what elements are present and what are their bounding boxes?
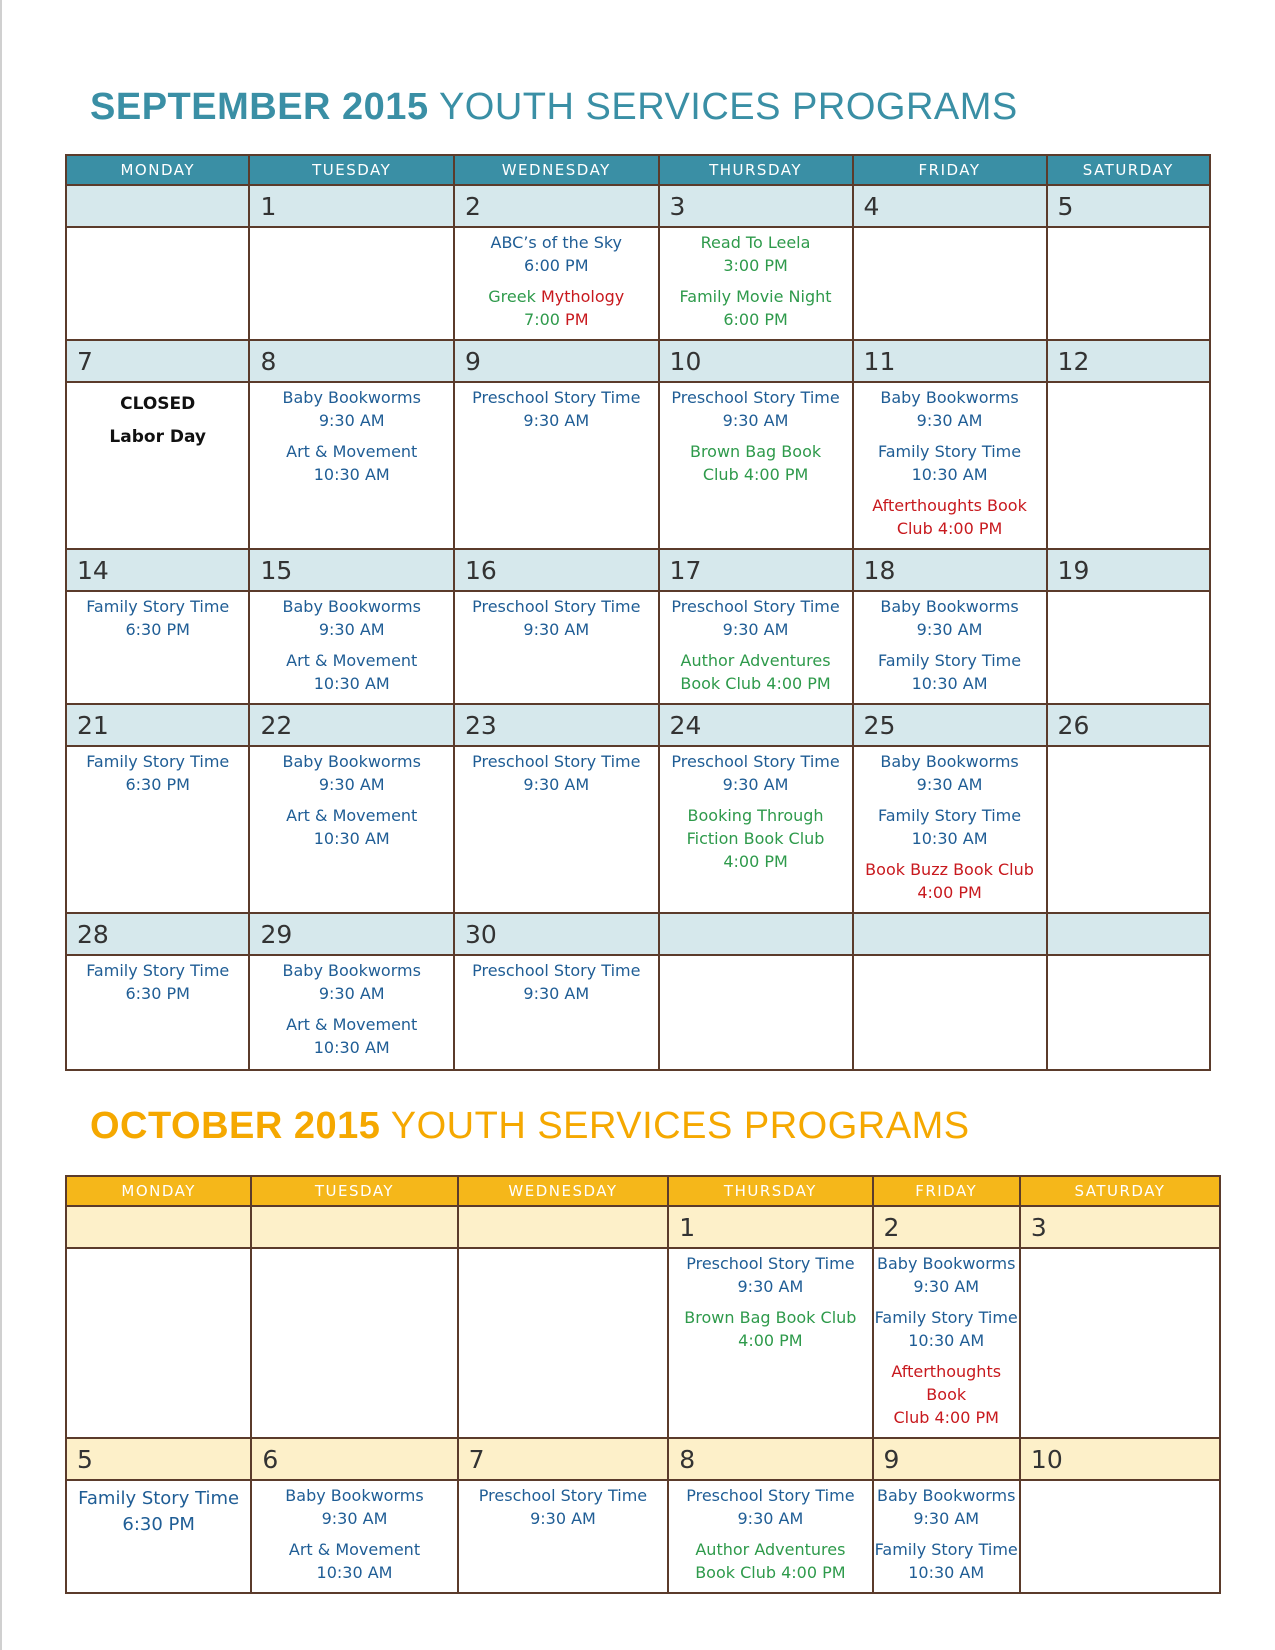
program-time: 10:30 AM — [911, 465, 988, 484]
date-number: 28 — [66, 913, 249, 955]
program-time: 6:30 PM — [125, 775, 190, 794]
date-number: 18 — [853, 549, 1047, 591]
program-name-part: Greek — [488, 287, 541, 306]
program-time: 9:30 AM — [523, 620, 590, 639]
week-events-row — [66, 1248, 1220, 1438]
date-number: 1 — [668, 1206, 872, 1248]
day-cell — [249, 227, 454, 340]
september-day-header-row — [66, 155, 1210, 185]
program-time: 10:30 AM — [316, 1563, 393, 1582]
date-number: 15 — [249, 549, 454, 591]
program-event — [660, 595, 852, 641]
program-time: 9:30 AM — [916, 775, 983, 794]
day-cell — [249, 591, 454, 704]
date-number: 2 — [873, 1206, 1020, 1248]
date-number: 9 — [454, 340, 659, 382]
week-number-row — [66, 704, 1210, 746]
date-number — [1047, 913, 1210, 955]
day-cell — [873, 1480, 1020, 1593]
day-cell — [454, 955, 659, 1070]
program-event — [874, 1360, 1019, 1429]
september-title-month: SEPTEMBER 2015 — [90, 86, 429, 128]
program-name: Family Story Time — [86, 752, 230, 771]
program-event — [660, 231, 852, 277]
day-cell — [454, 746, 659, 913]
day-header-monday: MONDAY — [66, 155, 249, 185]
date-number: 9 — [873, 1438, 1020, 1480]
program-name: Baby Bookworms — [282, 961, 421, 980]
program-event — [874, 1252, 1019, 1298]
program-name: Baby Bookworms — [285, 1486, 424, 1505]
program-event — [660, 285, 852, 331]
date-number: 12 — [1047, 340, 1210, 382]
program-name: Brown Bag Book Club — [684, 1308, 857, 1327]
day-cell — [853, 382, 1047, 549]
program-time: Club 4:00 PM — [893, 1408, 999, 1427]
program-name: Preschool Story Time — [671, 388, 840, 407]
program-time: 4:00 PM — [738, 1331, 803, 1350]
program-time: 9:30 AM — [318, 620, 385, 639]
program-name: Preschool Story Time — [472, 597, 641, 616]
program-event — [250, 386, 453, 432]
program-event — [455, 750, 658, 796]
closed-notice — [67, 386, 248, 454]
program-name: Baby Bookworms — [282, 752, 421, 771]
september-title-rest: YOUTH SERVICES PROGRAMS — [428, 86, 1018, 128]
program-time: 9:30 AM — [318, 411, 385, 430]
date-number: 21 — [66, 704, 249, 746]
program-time: 6:30 PM — [122, 1514, 195, 1535]
program-event — [455, 231, 658, 277]
program-time: 10:30 AM — [313, 465, 390, 484]
program-line: Fiction Book Club — [686, 829, 825, 848]
program-name: Baby Bookworms — [282, 597, 421, 616]
date-number — [458, 1206, 669, 1248]
date-number: 17 — [659, 549, 853, 591]
day-cell — [1047, 382, 1210, 549]
program-name: Family Story Time — [86, 961, 230, 980]
program-event — [874, 1484, 1019, 1530]
day-cell — [1047, 591, 1210, 704]
program-name: Preschool Story Time — [671, 752, 840, 771]
program-name: Baby Bookworms — [880, 597, 1019, 616]
program-time: Book Club 4:00 PM — [680, 674, 831, 693]
program-event — [250, 804, 453, 850]
program-time: 9:30 AM — [523, 984, 590, 1003]
week-events-row — [66, 382, 1210, 549]
october-title-month: OCTOBER 2015 — [90, 1105, 381, 1147]
date-number: 2 — [454, 185, 659, 227]
program-time: 9:30 AM — [722, 775, 789, 794]
program-time: Club 4:00 PM — [702, 465, 809, 484]
date-number: 7 — [66, 340, 249, 382]
program-name: Family Story Time — [878, 442, 1022, 461]
program-event — [669, 1306, 871, 1352]
day-header-monday: MONDAY — [66, 1176, 251, 1206]
program-event — [854, 750, 1046, 796]
program-name: Family Story Time — [874, 1540, 1018, 1559]
program-time — [455, 308, 658, 331]
date-number: 10 — [1020, 1438, 1220, 1480]
program-time: 9:30 AM — [916, 411, 983, 430]
program-name: Family Story Time — [878, 651, 1022, 670]
day-cell — [668, 1480, 872, 1593]
program-name: Baby Bookworms — [282, 388, 421, 407]
program-event — [67, 595, 248, 641]
program-time: 9:30 AM — [523, 775, 590, 794]
week-events-row — [66, 591, 1210, 704]
program-event — [250, 649, 453, 695]
program-event — [67, 1484, 250, 1538]
program-name: Preschool Story Time — [478, 1486, 648, 1505]
program-name: Art & Movement — [286, 651, 418, 670]
week-events-row — [66, 746, 1210, 913]
program-time: 9:30 AM — [530, 1509, 596, 1528]
date-number: 7 — [458, 1438, 669, 1480]
day-cell — [66, 1248, 251, 1438]
date-number: 30 — [454, 913, 659, 955]
page-edge — [0, 0, 2, 1650]
day-cell — [66, 1480, 251, 1593]
program-name: ABC’s of the Sky — [490, 233, 623, 252]
program-time: 9:30 AM — [318, 775, 385, 794]
date-number — [853, 913, 1047, 955]
closed-text: Labor Day — [109, 427, 207, 447]
program-time: 9:30 AM — [722, 620, 789, 639]
program-name: Preschool Story Time — [472, 961, 641, 980]
program-event — [455, 386, 658, 432]
day-header-friday: FRIDAY — [873, 1176, 1020, 1206]
date-number: 3 — [659, 185, 853, 227]
program-name: Art & Movement — [288, 1540, 421, 1559]
week-number-row — [66, 913, 1210, 955]
program-name: Family Story Time — [878, 806, 1022, 825]
program-time: 10:30 AM — [313, 1038, 390, 1057]
day-cell — [66, 591, 249, 704]
day-cell — [251, 1248, 457, 1438]
day-cell — [458, 1248, 669, 1438]
program-time: 9:30 AM — [722, 411, 789, 430]
day-cell — [1020, 1480, 1220, 1593]
september-title — [90, 86, 1018, 129]
program-time: 3:00 PM — [723, 256, 788, 275]
program-event — [854, 595, 1046, 641]
day-cell — [659, 591, 853, 704]
program-name: Preschool Story Time — [686, 1486, 855, 1505]
day-cell — [1047, 227, 1210, 340]
program-time: 9:30 AM — [913, 1509, 980, 1528]
program-name-part: Mythology — [540, 287, 625, 306]
program-name: Afterthoughts Book — [891, 1362, 1002, 1404]
program-name: Preschool Story Time — [686, 1254, 855, 1273]
program-time: 6:00 PM — [723, 310, 788, 329]
day-cell — [1047, 955, 1210, 1070]
program-name: Read To Leela — [700, 233, 811, 252]
day-cell — [249, 382, 454, 549]
october-title — [90, 1105, 970, 1148]
day-cell — [454, 227, 659, 340]
program-event — [455, 285, 658, 331]
program-event — [660, 804, 852, 873]
day-cell — [853, 955, 1047, 1070]
day-cell — [66, 955, 249, 1070]
program-time: 10:30 AM — [911, 829, 988, 848]
program-time: 10:30 AM — [908, 1563, 985, 1582]
program-name: Family Story Time — [78, 1488, 240, 1509]
program-time: 10:30 AM — [313, 674, 390, 693]
program-name: Baby Bookworms — [877, 1486, 1016, 1505]
day-cell — [873, 1248, 1020, 1438]
program-name: Art & Movement — [286, 1015, 418, 1034]
day-cell — [853, 591, 1047, 704]
date-number: 8 — [249, 340, 454, 382]
date-number: 6 — [251, 1438, 457, 1480]
october-day-header-row — [66, 1176, 1220, 1206]
day-cell — [668, 1248, 872, 1438]
date-number — [66, 1206, 251, 1248]
program-event — [854, 494, 1046, 540]
date-number: 14 — [66, 549, 249, 591]
day-header-thursday: THURSDAY — [668, 1176, 872, 1206]
day-cell — [659, 382, 853, 549]
program-event — [455, 595, 658, 641]
program-time: 9:30 AM — [737, 1277, 804, 1296]
date-number: 4 — [853, 185, 1047, 227]
day-header-wednesday: WEDNESDAY — [454, 155, 659, 185]
date-number: 29 — [249, 913, 454, 955]
program-name — [455, 285, 658, 308]
program-name: Family Story Time — [874, 1308, 1018, 1327]
day-cell — [659, 746, 853, 913]
date-number — [251, 1206, 457, 1248]
date-number: 11 — [853, 340, 1047, 382]
program-time: 6:00 PM — [524, 256, 589, 275]
program-event — [660, 386, 852, 432]
program-time: 9:30 AM — [318, 984, 385, 1003]
date-number: 23 — [454, 704, 659, 746]
day-header-friday: FRIDAY — [853, 155, 1047, 185]
program-time: 6:30 PM — [125, 620, 190, 639]
week-number-row — [66, 1438, 1220, 1480]
program-event — [250, 959, 453, 1005]
day-cell — [66, 227, 249, 340]
program-name: Preschool Story Time — [472, 388, 641, 407]
program-time: 10:30 AM — [908, 1331, 985, 1350]
day-cell — [659, 955, 853, 1070]
program-event — [250, 595, 453, 641]
week-events-row — [66, 227, 1210, 340]
program-event — [252, 1484, 456, 1530]
program-time: 4:00 PM — [917, 883, 982, 902]
day-header-saturday: SATURDAY — [1020, 1176, 1220, 1206]
program-time: 9:30 AM — [523, 411, 590, 430]
program-name: Baby Bookworms — [880, 388, 1019, 407]
program-event — [660, 440, 852, 486]
program-event — [660, 649, 852, 695]
day-cell — [1047, 746, 1210, 913]
program-event — [67, 959, 248, 1005]
date-number: 5 — [66, 1438, 251, 1480]
september-calendar — [65, 154, 1211, 1071]
program-name: Art & Movement — [286, 442, 418, 461]
date-number: 5 — [1047, 185, 1210, 227]
program-name: Baby Bookworms — [880, 752, 1019, 771]
program-event — [455, 959, 658, 1005]
program-time: 10:30 AM — [911, 674, 988, 693]
day-cell — [454, 591, 659, 704]
program-event — [250, 440, 453, 486]
day-header-tuesday: TUESDAY — [251, 1176, 457, 1206]
program-event — [854, 804, 1046, 850]
week-number-row — [66, 340, 1210, 382]
program-event — [669, 1538, 871, 1584]
program-event — [854, 649, 1046, 695]
program-name: Art & Movement — [286, 806, 418, 825]
day-header-thursday: THURSDAY — [659, 155, 853, 185]
week-number-row — [66, 185, 1210, 227]
day-cell — [853, 227, 1047, 340]
program-time: 10:30 AM — [313, 829, 390, 848]
program-time: 9:30 AM — [321, 1509, 388, 1528]
date-number: 19 — [1047, 549, 1210, 591]
program-event — [660, 750, 852, 796]
closed-text: CLOSED — [120, 394, 196, 414]
program-time: 6:30 PM — [125, 984, 190, 1003]
program-time-part: PM — [565, 310, 589, 329]
program-name: Author Adventures — [680, 651, 831, 670]
program-event — [874, 1306, 1019, 1352]
week-events-row — [66, 1480, 1220, 1593]
program-line: Booking Through — [687, 806, 824, 825]
program-name: Afterthoughts Book — [872, 496, 1027, 515]
program-name: Preschool Story Time — [671, 597, 840, 616]
day-cell — [66, 746, 249, 913]
day-cell — [853, 746, 1047, 913]
program-time: 9:30 AM — [916, 620, 983, 639]
program-name: Author Adventures — [695, 1540, 846, 1559]
date-number: 22 — [249, 704, 454, 746]
program-name: Preschool Story Time — [472, 752, 641, 771]
program-line: 4:00 PM — [723, 852, 788, 871]
program-event — [874, 1538, 1019, 1584]
program-event — [669, 1252, 871, 1298]
program-event — [854, 858, 1046, 904]
day-cell — [454, 382, 659, 549]
program-event — [854, 386, 1046, 432]
day-header-wednesday: WEDNESDAY — [458, 1176, 669, 1206]
day-header-tuesday: TUESDAY — [249, 155, 454, 185]
date-number — [659, 913, 853, 955]
date-number: 8 — [668, 1438, 872, 1480]
program-event — [252, 1538, 456, 1584]
program-name: Brown Bag Book — [689, 442, 822, 461]
date-number: 24 — [659, 704, 853, 746]
day-cell — [458, 1480, 669, 1593]
program-event — [459, 1484, 668, 1530]
program-name: Book Buzz Book Club — [865, 860, 1034, 879]
day-cell — [1020, 1248, 1220, 1438]
program-name: Baby Bookworms — [877, 1254, 1016, 1273]
october-calendar — [65, 1175, 1221, 1594]
program-name: Family Story Time — [86, 597, 230, 616]
program-time: Book Club 4:00 PM — [695, 1563, 846, 1582]
program-event — [250, 1013, 453, 1059]
program-name: Family Movie Night — [679, 287, 832, 306]
program-time: 9:30 AM — [737, 1509, 804, 1528]
day-cell — [66, 382, 249, 549]
day-cell — [249, 955, 454, 1070]
program-event — [67, 750, 248, 796]
date-number — [66, 185, 249, 227]
date-number: 3 — [1020, 1206, 1220, 1248]
day-cell — [659, 227, 853, 340]
program-event — [250, 750, 453, 796]
program-time: 9:30 AM — [913, 1277, 980, 1296]
date-number: 1 — [249, 185, 454, 227]
day-cell — [251, 1480, 457, 1593]
date-number: 16 — [454, 549, 659, 591]
program-time: Club 4:00 PM — [896, 519, 1003, 538]
day-cell — [249, 746, 454, 913]
week-number-row — [66, 1206, 1220, 1248]
program-time-part: 7:00 — [524, 310, 566, 329]
program-event — [669, 1484, 871, 1530]
week-number-row — [66, 549, 1210, 591]
date-number: 10 — [659, 340, 853, 382]
program-event — [854, 440, 1046, 486]
week-events-row — [66, 955, 1210, 1070]
date-number: 25 — [853, 704, 1047, 746]
day-header-saturday: SATURDAY — [1047, 155, 1210, 185]
date-number: 26 — [1047, 704, 1210, 746]
october-title-rest: YOUTH SERVICES PROGRAMS — [380, 1105, 970, 1147]
